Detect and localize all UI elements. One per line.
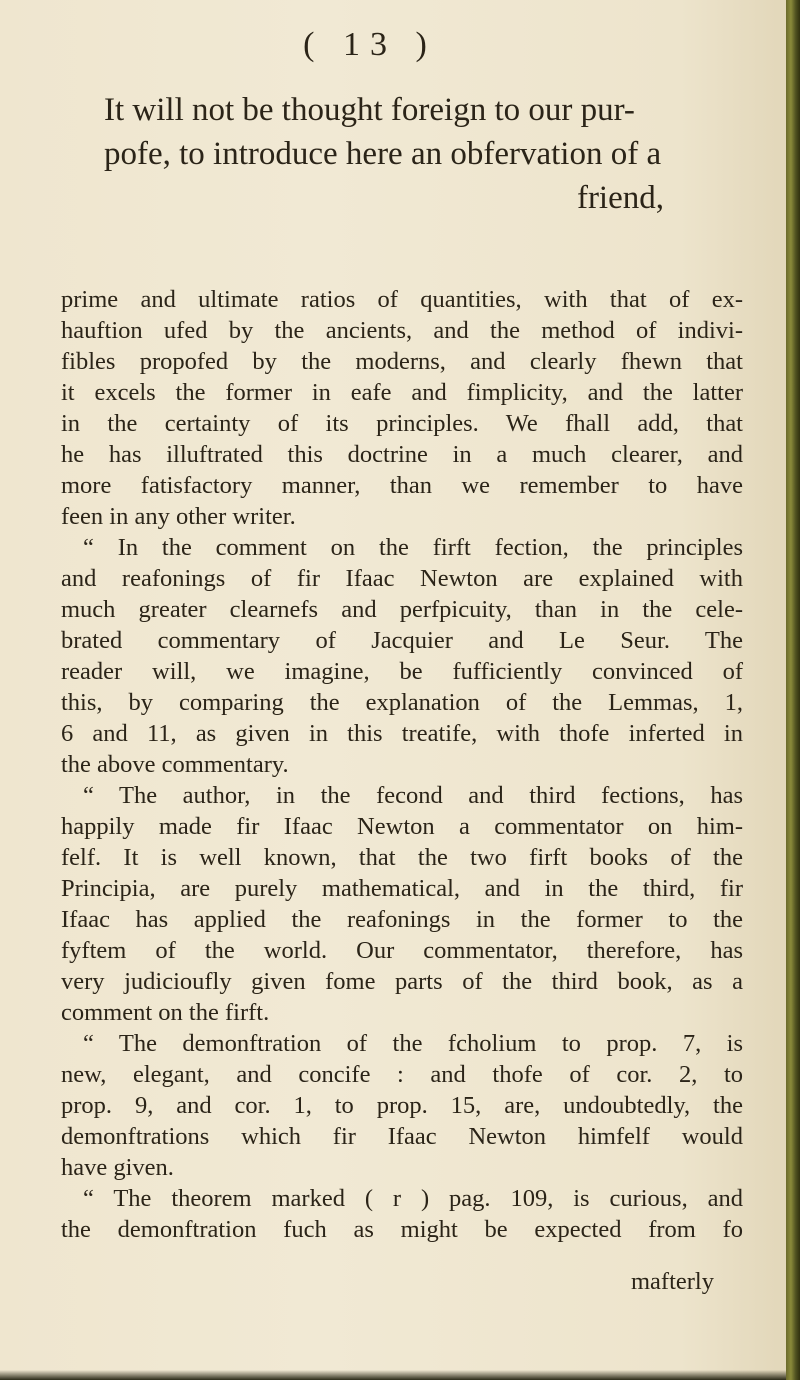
text-line: demonftrations which fir Ifaac Newton himfelf would [61, 1123, 743, 1150]
intro-line: It will not be thought foreign to our pur- [104, 92, 635, 128]
text-line: very judicioufly given fome parts of the third book, as a [61, 968, 743, 995]
text-line: new, elegant, and concife : and thofe of cor. 2, to [61, 1061, 743, 1088]
text-line: happily made fir Ifaac Newton a commentator on him- [61, 813, 743, 840]
intro-line: pofe, to introduce here an obfervation of a [104, 136, 662, 172]
text-line: the above commentary. [61, 751, 289, 778]
intro-catchword: friend, [576, 180, 664, 216]
text-line: Ifaac has applied the reafonings in the former to the [61, 906, 743, 933]
text-line: this, by comparing the explanation of the Lemmas, 1, [61, 689, 743, 716]
text-line: prime and ultimate ratios of quantities, with that of ex- [61, 286, 743, 313]
text-line: in the certainty of its principles. We fhall add, that [61, 410, 743, 437]
page-shadow [0, 1370, 786, 1380]
text-line: comment on the firft. [61, 999, 270, 1026]
text-line: feen in any other writer. [61, 503, 296, 530]
page-number: ( 13 ) [303, 26, 437, 63]
text-line: fibles propofed by the moderns, and clearly fhewn that [61, 348, 743, 375]
catchword: mafterly [631, 1268, 714, 1295]
text-line: “ The demonftration of the fcholium to prop. 7, is [83, 1030, 743, 1057]
text-line: Principia, are purely mathematical, and in the third, fir [61, 875, 743, 902]
text-line: he has illuftrated this doctrine in a much clearer, and [61, 441, 743, 468]
text-line: “ The author, in the fecond and third fections, has [83, 782, 743, 809]
text-line: reader will, we imagine, be fufficiently convinced of [61, 658, 743, 685]
text-line: the demonftration fuch as might be expected from fo [61, 1216, 743, 1243]
text-line: more fatisfactory manner, than we remember to have [61, 472, 743, 499]
body-text [61, 284, 743, 1245]
text-line: “ In the comment on the firft fection, the principles [83, 534, 743, 561]
text-line: fyftem of the world. Our commentator, therefore, has [61, 937, 743, 964]
text-line: much greater clearnefs and perfpicuity, than in the cele- [61, 596, 743, 623]
text-line: hauftion ufed by the ancients, and the method of indivi- [61, 317, 743, 344]
text-line: prop. 9, and cor. 1, to prop. 15, are, undoubtedly, the [61, 1092, 743, 1119]
text-line: and reafonings of fir Ifaac Newton are explained with [61, 565, 743, 592]
text-line: felf. It is well known, that the two firft books of the [61, 844, 743, 871]
text-line: 6 and 11, as given in this treatife, with thofe inferted in [61, 720, 743, 747]
text-line: brated commentary of Jacquier and Le Seur. The [61, 627, 743, 654]
text-line: have given. [61, 1154, 174, 1181]
intro-paragraph [104, 88, 664, 220]
text-line: “ The theorem marked ( r ) pag. 109, is curious, and [83, 1185, 743, 1212]
book-edge [786, 0, 800, 1380]
text-line: it excels the former in eafe and fimplicity, and the latter [61, 379, 743, 406]
